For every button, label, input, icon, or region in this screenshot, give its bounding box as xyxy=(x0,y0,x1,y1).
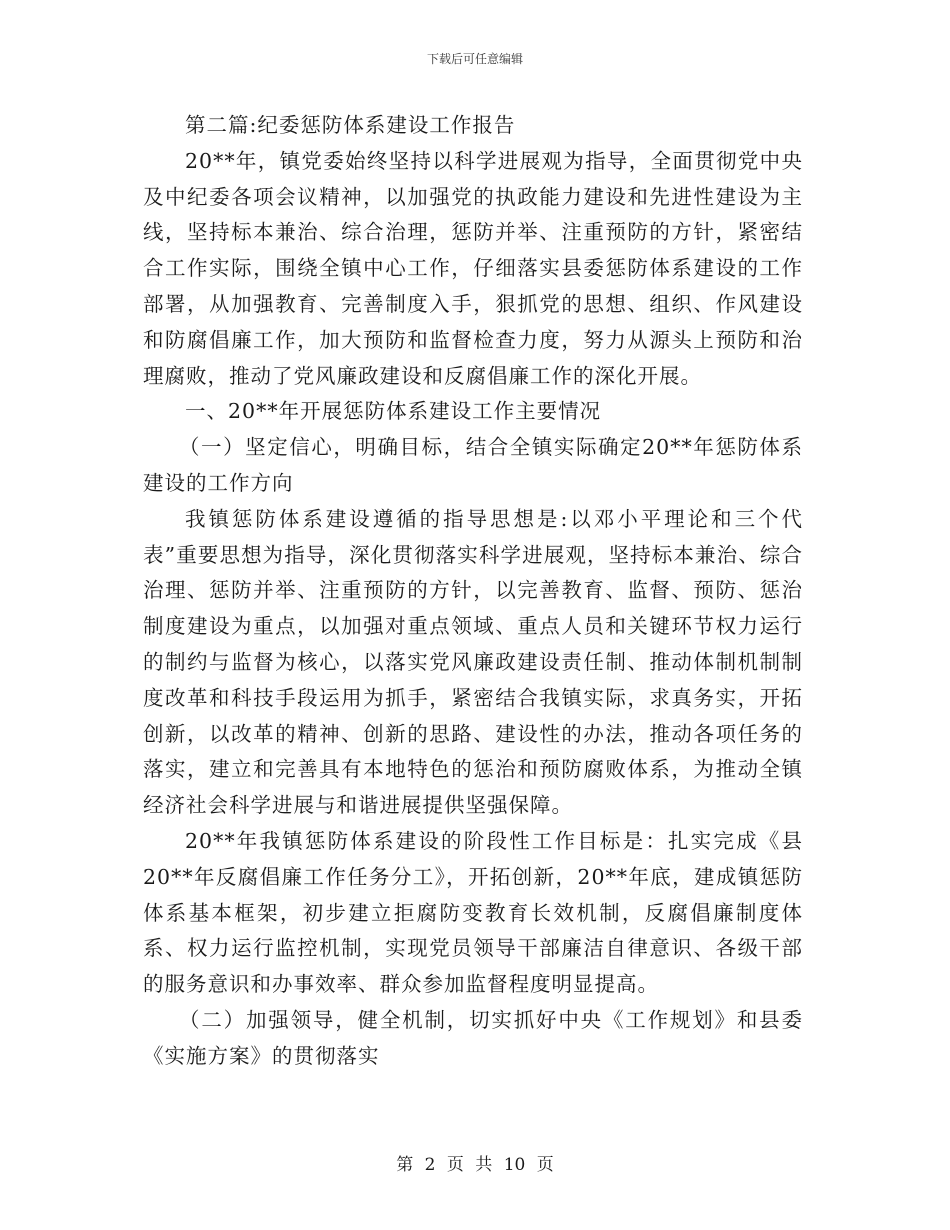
page-number-footer: 第 2 页 共 10 页 xyxy=(396,1155,554,1175)
subsection-heading-2: （二）加强领导，健全机制，切实抓好中央《工作规划》和县委《实施方案》的贯彻落实 xyxy=(143,1007,803,1068)
paragraph-guiding-thought: 我镇惩防体系建设遵循的指导思想是:以邓小平理论和三个代表”重要思想为指导，深化贯彻落实科学进展观，坚持标本兼治、综合治理、惩防并举、注重预防的方针，以完善教育、监督、预防、惩治制度建设为重点，以加强对重点领域、重点人员和关键环节权力运行的制约与监督为核心，以落实党风廉政建设责任制、推动体制机制制度改革和科技手段运用为抓手，紧密结合我镇实际，求真务实，开拓创新，以改革的精神、创新的思路、建设性的办法，推动各项任务的落实，建立和完善具有本地特色的惩治和预防腐败体系，为推动全镇经济社会科学进展与和谐进展提供坚强保障。 xyxy=(143,506,803,818)
paragraph-stage-goals: 20**年我镇惩防体系建设的阶段性工作目标是：扎实完成《县20**年反腐倡廉工作任务分工》，开拓创新，20**年底，建成镇惩防体系基本框架，初步建立拒腐防变教育长效机制，反腐倡廉制度体系、权力运行监控机制，实现党员领导干部廉洁自律意识、各级干部的服务意识和办事效率、群众参加监督程度明显提高。 xyxy=(143,828,803,997)
document-title: 第二篇:纪委惩防体系建设工作报告 xyxy=(185,113,516,137)
subsection-heading-1: （一）坚定信心，明确目标，结合全镇实际确定20**年惩防体系建设的工作方向 xyxy=(143,435,803,495)
page-header: 下载后可任意编辑 xyxy=(426,52,523,66)
document-body xyxy=(143,108,803,1075)
section-heading-1: 一、20**年开展惩防体系建设工作主要情况 xyxy=(185,399,602,424)
paragraph-intro: 20**年，镇党委始终坚持以科学进展观为指导，全面贯彻党中央及中纪委各项会议精神，以加强党的执政能力建设和先进性建设为主线，坚持标本兼治、综合治理，惩防并举、注重预防的方针，紧密结合工作实际，围绕全镇中心工作，仔细落实县委惩防体系建设的工作部署，从加强教育、完善制度入手，狠抓党的思想、组织、作风建设和防腐倡廉工作，加大预防和监督检查力度，努力从源头上预防和治理腐败，推动了党风廉政建设和反腐倡廉工作的深化开展。 xyxy=(143,148,803,388)
